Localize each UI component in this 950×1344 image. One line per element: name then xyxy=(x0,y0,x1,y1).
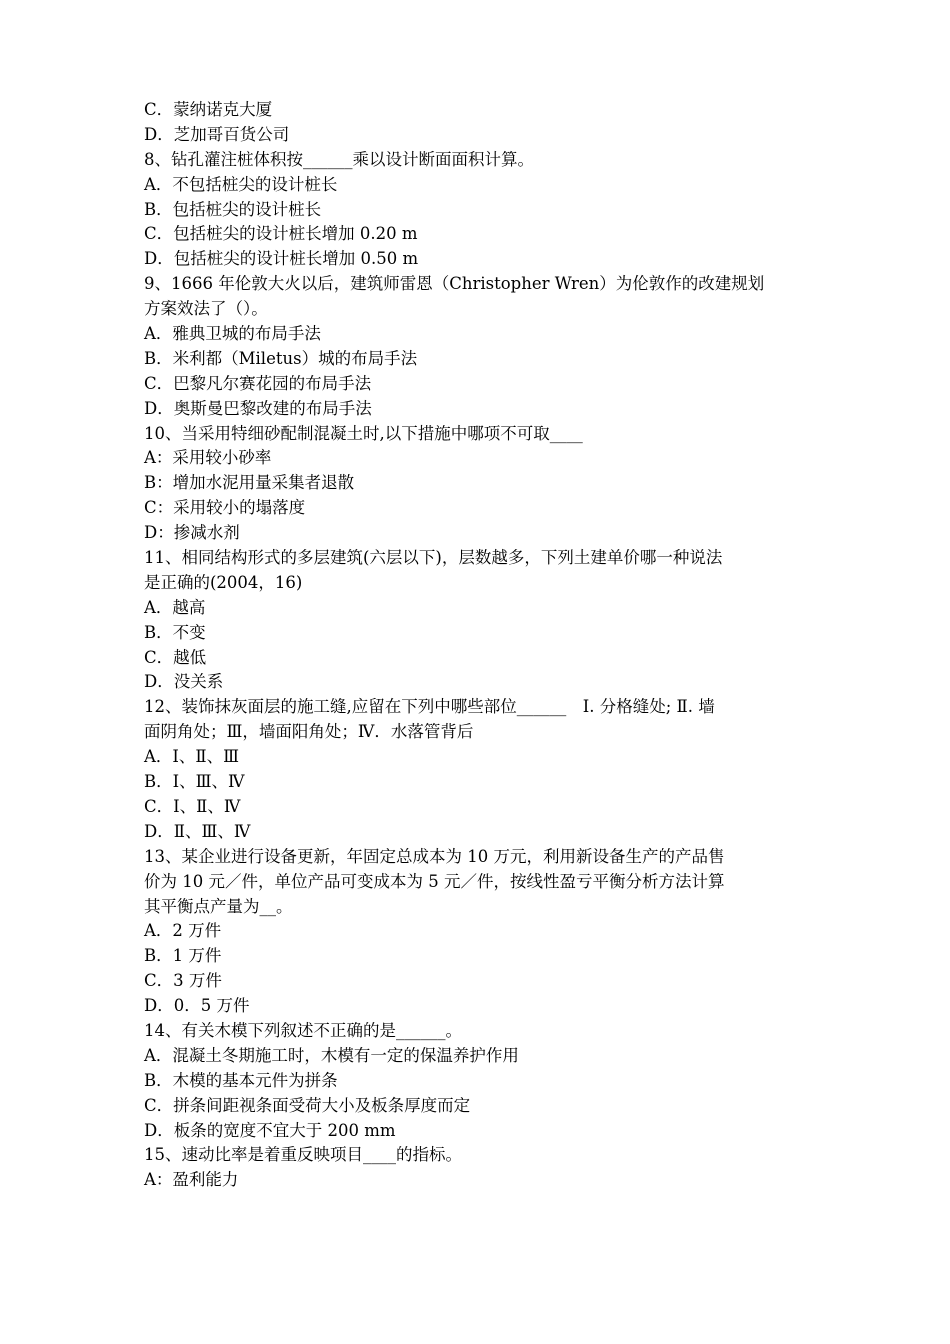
question-11-line-1: 11、相同结构形式的多层建筑(六层以下)，层数越多，下列土建单价哪一种说法 xyxy=(144,548,723,568)
document-body xyxy=(144,98,814,1193)
question-14: 14、有关木模下列叙述不正确的是______。 xyxy=(144,1020,462,1040)
option-b-q14: B．木模的基本元件为拼条 xyxy=(144,1070,338,1090)
option-a-q9: A．雅典卫城的布局手法 xyxy=(144,324,321,344)
option-d-q13: D．0．5 万件 xyxy=(144,996,250,1016)
question-13-line-3: 其平衡点产量为__。 xyxy=(144,896,293,916)
question-10: 10、当采用特细砂配制混凝土时,以下措施中哪项不可取____ xyxy=(144,423,583,443)
option-d-q7: D．芝加哥百货公司 xyxy=(144,124,290,144)
option-b-q12: B．Ⅰ、Ⅲ、Ⅳ xyxy=(144,772,245,792)
option-b-q13: B．1 万件 xyxy=(144,946,222,966)
option-d-q10: D：掺减水剂 xyxy=(144,523,240,543)
option-c-q11: C．越低 xyxy=(144,647,207,667)
option-c-q12: C．Ⅰ、Ⅱ、Ⅳ xyxy=(144,796,241,816)
question-15: 15、速动比率是着重反映项目____的指标。 xyxy=(144,1145,462,1165)
option-a-q14: A．混凝土冬期施工时，木模有一定的保温养护作用 xyxy=(144,1045,519,1065)
option-c-q10: C：采用较小的塌落度 xyxy=(144,498,306,518)
question-12-line-1: 12、装饰抹灰面层的施工缝,应留在下列中哪些部位______ Ⅰ. 分格缝处; Ⅱ. 墙 xyxy=(144,697,715,717)
question-9-line-2: 方案效法了（）。 xyxy=(144,299,268,319)
option-a-q15: A：盈利能力 xyxy=(144,1170,239,1190)
option-c-q13: C．3 万件 xyxy=(144,971,222,991)
option-a-q10: A：采用较小砂率 xyxy=(144,448,272,468)
option-d-q8: D．包括桩尖的设计桩长增加 0.50 m xyxy=(144,249,419,269)
option-d-q9: D．奥斯曼巴黎改建的布局手法 xyxy=(144,398,372,418)
option-a-q8: A．不包括桩尖的设计桩长 xyxy=(144,174,338,194)
option-a-q12: A．Ⅰ、Ⅱ、Ⅲ xyxy=(144,747,240,767)
option-c-q7: C．蒙纳诺克大厦 xyxy=(144,100,273,119)
question-9-line-1: 9、1666 年伦敦大火以后，建筑师雷恩（Christopher Wren）为伦敦作的改建规划 xyxy=(144,274,765,294)
question-12-line-2: 面阴角处；Ⅲ，墙面阳角处；Ⅳ．水落管背后 xyxy=(144,722,474,742)
option-c-q9: C．巴黎凡尔赛花园的布局手法 xyxy=(144,373,372,393)
option-c-q14: C．拼条间距视条面受荷大小及板条厚度而定 xyxy=(144,1095,471,1115)
option-a-q11: A．越高 xyxy=(144,597,206,617)
option-d-q11: D．没关系 xyxy=(144,672,224,692)
option-b-q9: B．米利都（Miletus）城的布局手法 xyxy=(144,348,418,368)
option-c-q8: C．包括桩尖的设计桩长增加 0.20 m xyxy=(144,224,418,244)
question-13-line-2: 价为 10 元／件，单位产品可变成本为 5 元／件，按线性盈亏平衡分析方法计算 xyxy=(144,871,725,891)
option-d-q12: D．Ⅱ、Ⅲ、Ⅳ xyxy=(144,821,251,841)
question-13-line-1: 13、某企业进行设备更新，年固定总成本为 10 万元，利用新设备生产的产品售 xyxy=(144,846,725,866)
question-8: 8、钻孔灌注桩体积按______乘以设计断面面积计算。 xyxy=(144,149,534,169)
option-b-q8: B．包括桩尖的设计桩长 xyxy=(144,199,322,219)
question-11-line-2: 是正确的(2004，16) xyxy=(144,572,303,592)
option-b-q10: B：增加水泥用量采集者退散 xyxy=(144,473,355,493)
option-a-q13: A．2 万件 xyxy=(144,921,222,941)
option-b-q11: B．不变 xyxy=(144,622,206,642)
option-d-q14: D．板条的宽度不宜大于 200 mm xyxy=(144,1120,396,1140)
